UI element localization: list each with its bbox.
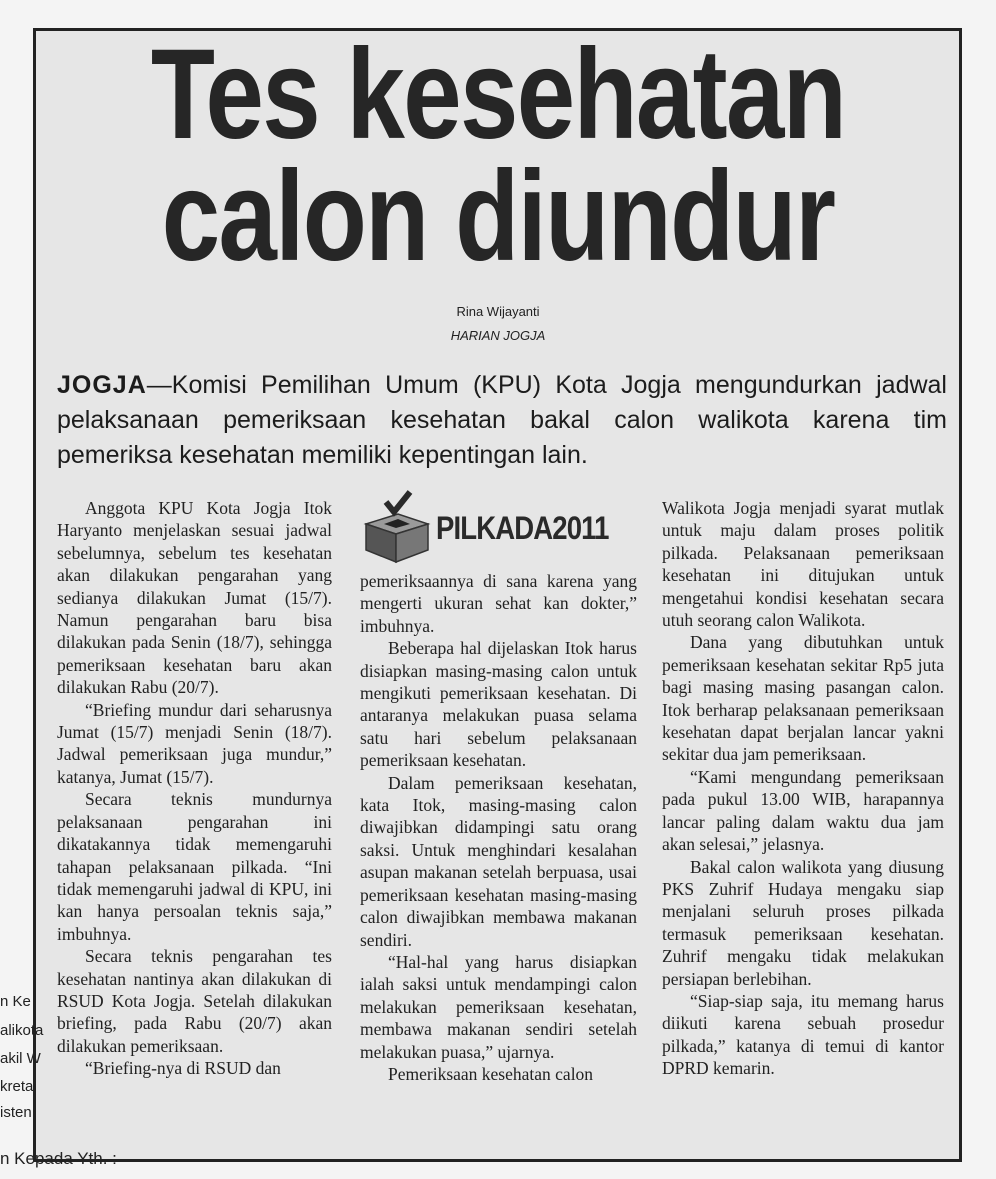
article-column-3 (662, 497, 944, 1080)
paragraph: “Siap-siap saja, itu memang harus diikuti karena sebuah prosedur pilkada,” katanya di temui di kantor DPRD kemarin. (662, 990, 944, 1079)
paragraph: “Briefing-nya di RSUD dan (85, 1058, 281, 1079)
pilkada-logo-text: PILKADA2011 (436, 510, 609, 546)
margin-text-fragment: alikota (0, 1022, 44, 1039)
paragraph: Dalam pemeriksaan kesehatan, kata Itok, masing-masing calon diwajibkan didampingi satu orang saksi. Untuk menghindari kesalahan asupan makanan setelah berpuasa, usai pemeriksaan kesehatan masing-masing calon diwajibkan membawa makanan sendiri. (360, 772, 637, 950)
margin-text-fragment: n Ke (0, 993, 31, 1010)
paragraph: pemeriksaannya di sana karena yang mengerti ukuran sehat kan dokter,” imbuhnya. (360, 571, 637, 636)
margin-text-fragment: isten (0, 1104, 32, 1121)
author-byline: Rina Wijayanti (456, 304, 540, 319)
paragraph: Anggota KPU Kota Jogja Itok Haryanto menjelaskan sesuai jadwal sebelumnya, sebelum tes kesehatan akan dilakukan pengarahan yang sedianya dilakukan Jumat (15/7). Namun pengarahan baru bisa dilakukan pada Senin (18/7), sehingga pemeriksaan kesehatan baru akan dilakukan Rabu (20/7). (57, 498, 332, 698)
paragraph: Walikota Jogja menjadi syarat mutlak untuk maju dalam proses politik pilkada. Pelaksanaan pemeriksaan kesehatan ini ditujukan untuk mengetahui kondisi kesehatan secara utuh seorang calon Walikota. (662, 498, 944, 631)
paragraph: Secara teknis pengarahan tes kesehatan nantinya akan dilakukan di RSUD Kota Jogja. Setelah dilakukan briefing, pada Rabu (20/7) akan dilakukan pemeriksaan. (57, 946, 332, 1056)
headline-line-1: Tes kesehatan (150, 23, 846, 166)
margin-text-fragment: kreta (0, 1078, 34, 1095)
article-column-1 (57, 497, 332, 1080)
dateline: JOGJA (57, 371, 147, 399)
paragraph: Bakal calon walikota yang diusung PKS Zuhrif Hudaya mengaku siap menjalani seluruh proses pilkada termasuk pemeriksaan kesehatan. Zuhrif mengaku tidak melakukan persiapan berlebihan. (662, 856, 944, 989)
headline-line-2: calon diundur (161, 145, 835, 288)
lead-paragraph (57, 368, 947, 473)
ballot-box-checkmark-icon (362, 488, 432, 566)
lead-text: —Komisi Pemilihan Umum (KPU) Kota Jogja mengundurkan jadwal pelaksanaan pemeriksaan kesehatan bakal calon walikota karena tim pemeriksa kesehatan memiliki kepentingan lain. (57, 371, 947, 469)
paragraph: Dana yang dibutuhkan untuk pemeriksaan kesehatan sekitar Rp5 juta bagi masing masing pasangan calon. Itok berharap pelaksanaan pemeriksaan kesehatan dapat berjalan lancar yakni sekitar dua jam pemeriksaan. (662, 632, 944, 765)
paragraph: “Kami mengundang pemeriksaan pada pukul 13.00 WIB, harapannya lancar paling dalam waktu dua jam akan selesai,” jelasnya. (662, 766, 944, 855)
margin-text-fragment: akil W (0, 1050, 41, 1067)
paragraph: “Hal-hal yang harus disiapkan ialah saksi untuk mendampingi calon melakukan pemeriksaan kesehatan, membawa makanan sendiri setelah melakukan puasa,” ujarnya. (360, 951, 637, 1062)
paragraph: Beberapa hal dijelaskan Itok harus disiapkan masing-masing calon untuk mengikuti pemeriksaan kesehatan. Di antaranya melakukan puasa selama satu hari sebelum pelaksanaan pemeriksaan kesehatan. (360, 638, 637, 771)
paragraph: Pemeriksaan kesehatan calon (388, 1063, 594, 1084)
paragraph: Secara teknis mundurnya pelaksanaan pengarahan ini dikatakannya tidak memengaruhi tahapan pelaksanaan pilkada. “Ini tidak memengaruhi jadwal di KPU, ini kan hanya persoalan teknis saja,” imbuhnya. (57, 789, 332, 944)
pilkada-logo (362, 488, 642, 568)
paragraph: “Briefing mundur dari seharusnya Jumat (15/7) menjadi Senin (18/7). Jadwal pemeriksaan juga mundur,” katanya, Jumat (15/7). (57, 699, 332, 787)
footer-text: n Kepada Yth. : (0, 1149, 117, 1168)
publication-name: HARIAN JOGJA (450, 328, 546, 343)
headline (122, 23, 873, 288)
article-column-2 (360, 570, 637, 1085)
